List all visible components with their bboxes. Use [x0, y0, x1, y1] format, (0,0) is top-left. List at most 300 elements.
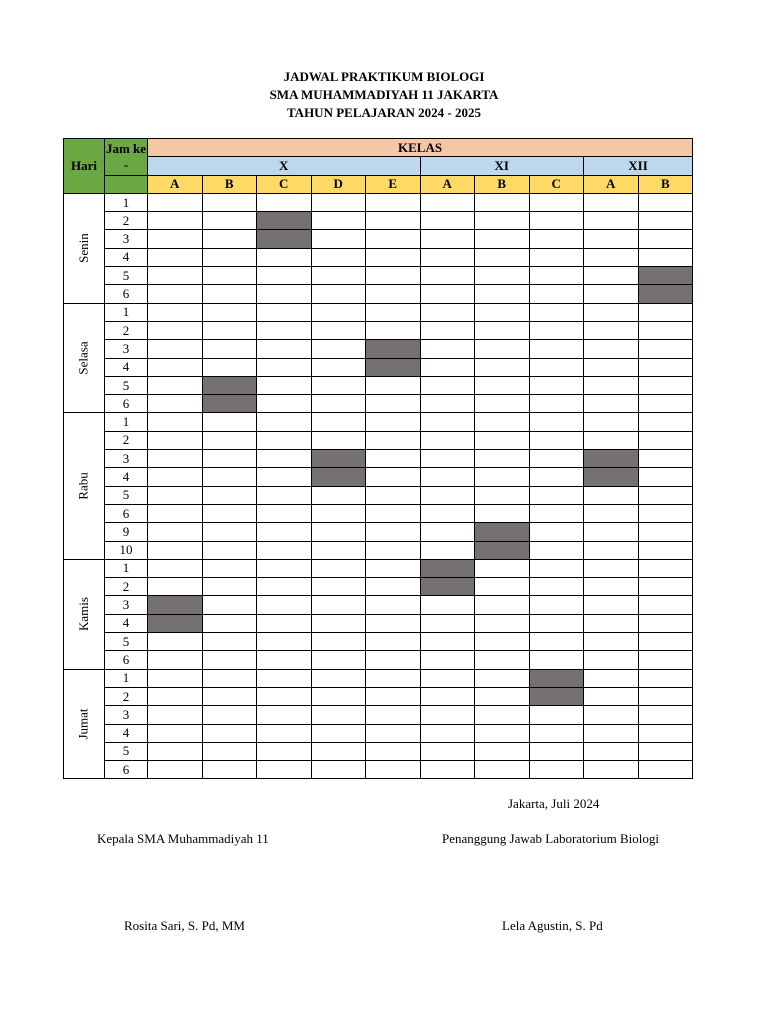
empty-slot	[366, 724, 421, 742]
table-row	[64, 614, 693, 632]
empty-slot	[638, 559, 693, 577]
empty-slot	[366, 431, 421, 449]
empty-slot	[202, 358, 257, 376]
scheduled-slot	[584, 468, 639, 486]
empty-slot	[420, 431, 475, 449]
empty-slot	[529, 395, 584, 413]
empty-slot	[475, 303, 530, 321]
table-row	[64, 669, 693, 687]
empty-slot	[638, 578, 693, 596]
empty-slot	[311, 541, 366, 559]
empty-slot	[475, 742, 530, 760]
schedule-table	[63, 138, 693, 779]
empty-slot	[311, 248, 366, 266]
period-cell: 2	[105, 212, 148, 230]
empty-slot	[420, 285, 475, 303]
empty-slot	[475, 724, 530, 742]
grade-header: XI	[420, 157, 584, 175]
empty-slot	[148, 450, 203, 468]
table-row	[64, 578, 693, 596]
empty-slot	[148, 523, 203, 541]
empty-slot	[529, 761, 584, 779]
empty-slot	[311, 633, 366, 651]
table-row	[64, 761, 693, 779]
empty-slot	[529, 614, 584, 632]
empty-slot	[257, 596, 312, 614]
table-row	[64, 358, 693, 376]
empty-slot	[148, 303, 203, 321]
empty-slot	[584, 395, 639, 413]
empty-slot	[257, 541, 312, 559]
empty-slot	[257, 559, 312, 577]
empty-slot	[529, 596, 584, 614]
empty-slot	[366, 523, 421, 541]
empty-slot	[148, 230, 203, 248]
empty-slot	[202, 193, 257, 211]
scheduled-slot	[366, 358, 421, 376]
table-row	[64, 248, 693, 266]
empty-slot	[366, 468, 421, 486]
empty-slot	[638, 669, 693, 687]
empty-slot	[257, 267, 312, 285]
place-date: Jakarta, Juli 2024	[508, 796, 600, 811]
empty-slot	[311, 358, 366, 376]
table-row	[64, 413, 693, 431]
empty-slot	[475, 212, 530, 230]
empty-slot	[475, 468, 530, 486]
empty-slot	[420, 541, 475, 559]
empty-slot	[257, 395, 312, 413]
empty-slot	[148, 669, 203, 687]
empty-slot	[257, 303, 312, 321]
empty-slot	[475, 450, 530, 468]
empty-slot	[584, 669, 639, 687]
empty-slot	[148, 468, 203, 486]
empty-slot	[420, 413, 475, 431]
empty-slot	[257, 413, 312, 431]
empty-slot	[420, 303, 475, 321]
empty-slot	[529, 376, 584, 394]
table-row	[64, 376, 693, 394]
empty-slot	[529, 559, 584, 577]
empty-slot	[257, 761, 312, 779]
empty-slot	[257, 669, 312, 687]
empty-slot	[366, 541, 421, 559]
table-row	[64, 559, 693, 577]
empty-slot	[420, 761, 475, 779]
empty-slot	[311, 230, 366, 248]
day-label: Senin	[76, 233, 91, 264]
empty-slot	[148, 761, 203, 779]
table-row	[64, 596, 693, 614]
empty-slot	[529, 303, 584, 321]
empty-slot	[475, 267, 530, 285]
empty-slot	[257, 193, 312, 211]
empty-slot	[584, 193, 639, 211]
empty-slot	[420, 358, 475, 376]
scheduled-slot	[475, 523, 530, 541]
empty-slot	[529, 267, 584, 285]
empty-slot	[257, 523, 312, 541]
empty-slot	[529, 651, 584, 669]
table-row	[64, 486, 693, 504]
empty-slot	[475, 358, 530, 376]
period-cell: 3	[105, 230, 148, 248]
empty-slot	[638, 724, 693, 742]
empty-slot	[638, 248, 693, 266]
empty-slot	[148, 431, 203, 449]
table-row	[64, 633, 693, 651]
empty-slot	[202, 559, 257, 577]
doc-title: JADWAL PRAKTIKUM BIOLOGI	[283, 69, 485, 84]
period-cell: 1	[105, 559, 148, 577]
academic-year: TAHUN PELAJARAN 2024 - 2025	[286, 105, 482, 120]
lab-head-title: Penanggung Jawab Laboratorium Biologi	[442, 831, 659, 846]
section-header: B	[202, 175, 257, 193]
empty-slot	[475, 321, 530, 339]
empty-slot	[584, 614, 639, 632]
empty-slot	[529, 230, 584, 248]
empty-slot	[202, 541, 257, 559]
empty-slot	[475, 193, 530, 211]
scheduled-slot	[148, 614, 203, 632]
empty-slot	[257, 321, 312, 339]
empty-slot	[366, 761, 421, 779]
empty-slot	[366, 321, 421, 339]
empty-slot	[311, 303, 366, 321]
empty-slot	[529, 742, 584, 760]
scheduled-slot	[638, 285, 693, 303]
period-cell: 9	[105, 523, 148, 541]
empty-slot	[148, 559, 203, 577]
section-header: A	[148, 175, 203, 193]
period-cell: 10	[105, 541, 148, 559]
empty-slot	[202, 523, 257, 541]
empty-slot	[366, 285, 421, 303]
empty-slot	[366, 230, 421, 248]
empty-slot	[638, 376, 693, 394]
empty-slot	[584, 486, 639, 504]
empty-slot	[584, 687, 639, 705]
empty-slot	[311, 267, 366, 285]
empty-slot	[202, 431, 257, 449]
empty-slot	[257, 651, 312, 669]
empty-slot	[638, 431, 693, 449]
day-cell	[64, 303, 105, 413]
empty-slot	[148, 285, 203, 303]
empty-slot	[584, 358, 639, 376]
table-row	[64, 340, 693, 358]
period-cell: 4	[105, 358, 148, 376]
empty-slot	[148, 687, 203, 705]
empty-slot	[311, 340, 366, 358]
empty-slot	[148, 413, 203, 431]
empty-slot	[584, 413, 639, 431]
empty-slot	[584, 376, 639, 394]
empty-slot	[638, 523, 693, 541]
period-cell: 2	[105, 321, 148, 339]
hari-header: Hari	[64, 139, 105, 194]
table-row	[64, 230, 693, 248]
empty-slot	[366, 303, 421, 321]
period-cell: 5	[105, 486, 148, 504]
empty-slot	[475, 340, 530, 358]
empty-slot	[202, 212, 257, 230]
jam-header: Jam ke -	[105, 139, 148, 176]
empty-slot	[148, 376, 203, 394]
empty-slot	[584, 340, 639, 358]
empty-slot	[475, 486, 530, 504]
empty-slot	[638, 468, 693, 486]
day-cell	[64, 413, 105, 559]
empty-slot	[420, 193, 475, 211]
table-row	[64, 742, 693, 760]
table-row	[64, 395, 693, 413]
empty-slot	[584, 596, 639, 614]
empty-slot	[475, 761, 530, 779]
principal-title: Kepala SMA Muhammadiyah 11	[97, 831, 269, 846]
period-cell: 3	[105, 450, 148, 468]
empty-slot	[529, 431, 584, 449]
empty-slot	[475, 431, 530, 449]
scheduled-slot	[584, 450, 639, 468]
empty-slot	[311, 193, 366, 211]
school-name: SMA MUHAMMADIYAH 11 JAKARTA	[269, 87, 499, 102]
empty-slot	[584, 267, 639, 285]
empty-slot	[257, 633, 312, 651]
scheduled-slot	[257, 230, 312, 248]
empty-slot	[420, 340, 475, 358]
empty-slot	[202, 651, 257, 669]
period-cell: 1	[105, 669, 148, 687]
empty-slot	[475, 285, 530, 303]
empty-slot	[638, 303, 693, 321]
empty-slot	[529, 248, 584, 266]
empty-slot	[420, 267, 475, 285]
empty-slot	[202, 596, 257, 614]
day-cell	[64, 559, 105, 669]
empty-slot	[366, 413, 421, 431]
empty-slot	[529, 285, 584, 303]
table-row	[64, 523, 693, 541]
empty-slot	[420, 706, 475, 724]
empty-slot	[257, 504, 312, 522]
period-cell: 6	[105, 395, 148, 413]
scheduled-slot	[529, 669, 584, 687]
empty-slot	[257, 687, 312, 705]
empty-slot	[202, 578, 257, 596]
empty-slot	[366, 669, 421, 687]
table-row	[64, 431, 693, 449]
section-header: A	[420, 175, 475, 193]
empty-slot	[148, 724, 203, 742]
day-label: Jumat	[76, 708, 91, 740]
empty-slot	[638, 687, 693, 705]
grade-header: XII	[584, 157, 693, 175]
empty-slot	[420, 376, 475, 394]
empty-slot	[311, 559, 366, 577]
empty-slot	[366, 614, 421, 632]
empty-slot	[311, 376, 366, 394]
period-cell: 6	[105, 651, 148, 669]
empty-slot	[420, 395, 475, 413]
period-cell: 6	[105, 285, 148, 303]
empty-slot	[420, 687, 475, 705]
empty-slot	[638, 633, 693, 651]
empty-slot	[584, 761, 639, 779]
period-cell: 1	[105, 413, 148, 431]
empty-slot	[366, 742, 421, 760]
empty-slot	[529, 212, 584, 230]
empty-slot	[148, 193, 203, 211]
empty-slot	[148, 248, 203, 266]
empty-slot	[202, 706, 257, 724]
empty-slot	[311, 687, 366, 705]
empty-slot	[311, 761, 366, 779]
empty-slot	[475, 413, 530, 431]
empty-slot	[366, 706, 421, 724]
empty-slot	[366, 376, 421, 394]
table-row	[64, 303, 693, 321]
empty-slot	[257, 742, 312, 760]
section-header: A	[584, 175, 639, 193]
empty-slot	[311, 504, 366, 522]
empty-slot	[202, 248, 257, 266]
empty-slot	[638, 340, 693, 358]
empty-slot	[311, 578, 366, 596]
empty-slot	[420, 651, 475, 669]
empty-slot	[584, 578, 639, 596]
grade-header: X	[148, 157, 421, 175]
empty-slot	[529, 523, 584, 541]
empty-slot	[148, 395, 203, 413]
empty-slot	[311, 614, 366, 632]
empty-slot	[584, 504, 639, 522]
empty-slot	[257, 285, 312, 303]
empty-slot	[529, 468, 584, 486]
period-cell: 4	[105, 248, 148, 266]
empty-slot	[638, 321, 693, 339]
grade-row	[64, 157, 693, 175]
empty-slot	[584, 285, 639, 303]
empty-slot	[420, 596, 475, 614]
empty-slot	[420, 248, 475, 266]
empty-slot	[420, 724, 475, 742]
section-header: B	[638, 175, 693, 193]
table-row	[64, 193, 693, 211]
empty-slot	[475, 559, 530, 577]
empty-slot	[475, 596, 530, 614]
period-cell: 6	[105, 504, 148, 522]
empty-slot	[584, 541, 639, 559]
empty-slot	[148, 541, 203, 559]
table-row	[64, 450, 693, 468]
empty-slot	[148, 212, 203, 230]
empty-slot	[638, 541, 693, 559]
empty-slot	[638, 614, 693, 632]
empty-slot	[638, 486, 693, 504]
empty-slot	[529, 578, 584, 596]
empty-slot	[584, 212, 639, 230]
lab-head-name: Lela Agustin, S. Pd	[502, 918, 603, 933]
empty-slot	[475, 504, 530, 522]
scheduled-slot	[311, 450, 366, 468]
empty-slot	[584, 431, 639, 449]
empty-slot	[638, 395, 693, 413]
empty-slot	[366, 651, 421, 669]
empty-slot	[529, 450, 584, 468]
empty-slot	[420, 212, 475, 230]
empty-slot	[148, 267, 203, 285]
period-cell: 1	[105, 303, 148, 321]
empty-slot	[148, 742, 203, 760]
empty-slot	[529, 358, 584, 376]
empty-slot	[584, 706, 639, 724]
empty-slot	[311, 669, 366, 687]
empty-slot	[202, 468, 257, 486]
empty-slot	[257, 431, 312, 449]
period-cell: 2	[105, 431, 148, 449]
empty-slot	[366, 578, 421, 596]
section-header: D	[311, 175, 366, 193]
section-row	[64, 175, 693, 193]
empty-slot	[202, 321, 257, 339]
day-label: Selasa	[76, 341, 91, 375]
empty-slot	[148, 340, 203, 358]
empty-slot	[202, 303, 257, 321]
empty-slot	[584, 321, 639, 339]
empty-slot	[311, 413, 366, 431]
empty-slot	[420, 486, 475, 504]
day-cell	[64, 669, 105, 779]
empty-slot	[366, 596, 421, 614]
empty-slot	[148, 706, 203, 724]
empty-slot	[420, 321, 475, 339]
empty-slot	[148, 578, 203, 596]
principal-name: Rosita Sari, S. Pd, MM	[124, 918, 245, 933]
empty-slot	[257, 248, 312, 266]
empty-slot	[584, 742, 639, 760]
empty-slot	[584, 724, 639, 742]
empty-slot	[257, 724, 312, 742]
empty-slot	[257, 376, 312, 394]
empty-slot	[202, 724, 257, 742]
empty-slot	[148, 358, 203, 376]
empty-slot	[529, 340, 584, 358]
period-cell: 3	[105, 340, 148, 358]
empty-slot	[638, 230, 693, 248]
scheduled-slot	[420, 578, 475, 596]
empty-slot	[638, 504, 693, 522]
empty-slot	[529, 321, 584, 339]
empty-slot	[311, 431, 366, 449]
period-cell: 3	[105, 706, 148, 724]
empty-slot	[529, 193, 584, 211]
section-header: B	[475, 175, 530, 193]
empty-slot	[202, 761, 257, 779]
empty-slot	[202, 669, 257, 687]
scheduled-slot	[311, 468, 366, 486]
empty-slot	[529, 724, 584, 742]
empty-slot	[311, 596, 366, 614]
table-row	[64, 285, 693, 303]
empty-slot	[366, 248, 421, 266]
empty-slot	[148, 633, 203, 651]
empty-slot	[311, 523, 366, 541]
period-cell: 4	[105, 614, 148, 632]
empty-slot	[148, 321, 203, 339]
scheduled-slot	[529, 687, 584, 705]
